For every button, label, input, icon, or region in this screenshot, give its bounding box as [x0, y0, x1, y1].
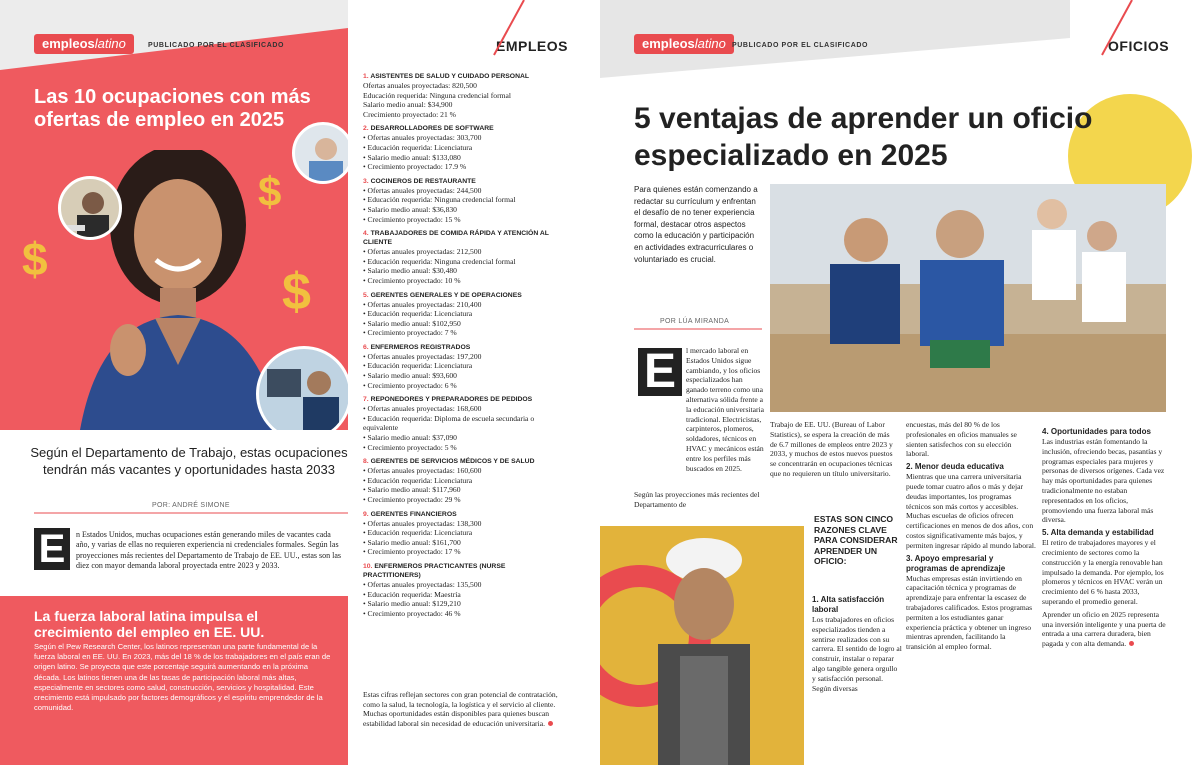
occupation-detail: • Salario medio anual: $37,090 — [363, 433, 457, 443]
article-conclusion: Aprender un oficio en 2025 representa una inversión inteligente y una puerta de entrada a una carrera duradera, bien pagada y con alta demanda. — [1042, 609, 1166, 649]
dollar-icon: $ — [282, 263, 311, 321]
occupation-title: 4. TRABAJADORES DE COMIDA RÁPIDA Y ATENCIÓN AL CLIENTE — [363, 230, 549, 247]
occupation-detail: • Salario medio anual: $133,080 — [363, 152, 461, 162]
lead-paragraph: Para quienes están comenzando a redactar su currículum y enfrentan el desafío de no tener experiencia formal, destacar otros aspectos como la educación y participación en actividades extracurriculares o voluntariado es crucial. — [634, 185, 758, 264]
occupation-detail: • Ofertas anuales proyectadas: 160,600 — [363, 466, 482, 476]
nurse-photo — [292, 122, 348, 184]
drop-cap: E — [638, 348, 682, 396]
workshop-photo — [770, 184, 1166, 412]
occupation-title: 1. ASISTENTES DE SALUD Y CUIDADO PERSONAL — [363, 73, 530, 80]
reason-2-title: 2. Menor deuda educativa — [906, 462, 1004, 472]
occupation-detail: • Crecimiento proyectado: 17 % — [363, 547, 461, 557]
occupation-detail: • Crecimiento proyectado: 7 % — [363, 328, 457, 338]
reason-3-title: 3. Apoyo empresarial y programas de aprendizaje — [906, 553, 1006, 573]
occupation-detail: • Educación requerida: Diploma de escuela secundaria o equivalente — [363, 413, 535, 433]
occupation-detail: • Educación requerida: Licenciatura — [363, 528, 473, 538]
section-label: OFICIOS — [1108, 38, 1170, 54]
occupation-title: 8. GERENTES DE SERVICIOS MÉDICOS Y DE SALUD — [363, 458, 535, 466]
occupation-title: 7. REPONEDORES Y PREPARADORES DE PEDIDOS — [363, 396, 533, 404]
occupation-detail: • Crecimiento proyectado: 15 % — [363, 214, 461, 224]
article-column-4 — [1042, 424, 1168, 652]
hero-panel — [0, 0, 348, 430]
occupation-item — [363, 343, 563, 390]
article-title: 5 ventajas de aprender un oficio especializado en 2025 — [634, 102, 1093, 172]
page-subtitle: Según el Departamento de Trabajo, estas ocupaciones tendrán más vacantes y oportunidades hasta 2033 — [30, 445, 348, 477]
software-developer-photo — [256, 346, 348, 430]
occupation-detail: • Salario medio anual: $161,700 — [363, 537, 461, 547]
occupation-detail: • Educación requerida: Maestría — [363, 589, 461, 599]
occupation-item — [363, 457, 563, 504]
occupation-detail: Ofertas anuales proyectadas: 820,500 — [363, 81, 477, 90]
article-column-2: Trabajo de EE. UU. (Bureau of Labor Statistics), se espera la creación de más de 6.7 millones de empleos entre 2023 y 2033, y muchos de estos nuevos puestos se concentrarán en ocupaciones técnicas que no requieren un título universitario. — [770, 420, 893, 478]
reason-4-title: 4. Oportunidades para todos — [1042, 427, 1151, 436]
occupation-detail: • Salario medio anual: $129,210 — [363, 599, 461, 609]
occupation-title: 5. GERENTES GENERALES Y DE OPERACIONES — [363, 291, 522, 299]
occupation-title: 6. ENFERMEROS REGISTRADOS — [363, 343, 471, 351]
reasons-heading: ESTAS SON CINCO RAZONES CLAVE PARA CONSIDERAR APRENDER UN OFICIO: — [814, 514, 898, 567]
publisher-tag: PUBLICADO POR EL CLASIFICADO — [732, 42, 869, 49]
reason-1-title: 1. Alta satisfacción laboral — [812, 595, 885, 614]
occupation-detail: • Ofertas anuales proyectadas: 210,400 — [363, 299, 482, 309]
section-label: EMPLEOS — [496, 38, 568, 54]
dollar-icon: $ — [22, 233, 48, 285]
occupation-detail: • Salario medio anual: $117,960 — [363, 485, 461, 495]
page-title: Las 10 ocupaciones con más ofertas de empleo en 2025 — [34, 86, 311, 131]
occupation-detail: • Ofertas anuales proyectadas: 138,300 — [363, 518, 482, 528]
decorative-slash — [474, 0, 544, 60]
byline: POR: ANDRÉ SIMONE — [152, 502, 230, 509]
occupation-detail: Crecimiento proyectado: 21 % — [363, 109, 456, 119]
occupation-detail: Educación requerida: Ninguna credencial formal — [363, 90, 512, 100]
occupation-detail: • Educación requerida: Licenciatura — [363, 475, 473, 485]
occupation-detail: • Crecimiento proyectado: 5 % — [363, 442, 457, 452]
occupation-detail: • Crecimiento proyectado: 29 % — [363, 495, 461, 504]
reason-5-title: 5. Alta demanda y estabilidad — [1042, 528, 1154, 538]
occupation-item — [363, 395, 563, 452]
occupation-detail: • Ofertas anuales proyectadas: 135,500 — [363, 579, 482, 589]
reason-1-body: Los trabajadores en oficios especializados tienden a sentirse realizados con su carrera. El sentido de logro al construir, instalar o reparar algo tangible genera orgullo y satisfacción personal. Según diversas — [812, 615, 902, 693]
article-column-1b: Según las proyecciones más recientes del Departamento de — [634, 490, 760, 509]
occupation-detail: • Educación requerida: Ninguna credencial formal — [363, 256, 516, 266]
end-mark-icon — [548, 721, 553, 726]
occupation-detail: • Salario medio anual: $30,480 — [363, 266, 457, 276]
article-column-1a: l mercado laboral en Estados Unidos sigue cambiando, y los oficios especializados han ganado terreno como una alternativa sólida frente a la educación universitaria tradicional. Electricistas, carpinteros, plomeros, soldadores, técnicos en HVAC y mecánicos están entre los perfiles más buscados en 2025. — [686, 346, 765, 473]
drop-cap: E — [34, 528, 70, 570]
occupation-title: 2. DESARROLLADORES DE SOFTWARE — [363, 125, 494, 133]
occupation-detail: • Salario medio anual: $93,600 — [363, 371, 457, 381]
occupation-list — [363, 72, 563, 623]
occupation-item — [363, 291, 563, 338]
occupation-detail: • Educación requerida: Licenciatura — [363, 361, 473, 371]
dollar-icon: $ — [258, 168, 282, 215]
divider — [34, 512, 348, 514]
occupation-item — [363, 177, 563, 224]
occupation-item — [363, 72, 563, 119]
byline: POR LÚA MIRANDA — [660, 318, 730, 325]
publication-logo: empleoslatino — [34, 34, 134, 54]
reason-1-continued: encuestas, más del 80 % de los profesionales en oficios manuales se sienten satisfechos con su elección laboral. — [906, 420, 1017, 459]
reason-2-body: Mientras que una carrera universitaria puede tomar cuatro años o más y dejar deudas importantes, los programas técnicos son más cortos y accesibles. Muchas escuelas de oficios ofrecen certificaciones en menos de dos años, con costos significativamente más bajos, y permiten ingresar rápido al mundo laboral. — [906, 472, 1036, 550]
reason-4-body: Las industrias están fomentando la inclusión, ofreciendo becas, pasantías y programas especiales para mujeres y personas de diversos orígenes. Cada vez hay más oportunidades para quienes tradicionalmente no estaban representados en los oficios, promoviendo una fuerza laboral más diversa. — [1042, 437, 1165, 525]
occupation-detail: • Ofertas anuales proyectadas: 303,700 — [363, 133, 482, 143]
occupation-title: 3. COCINEROS DE RESTAURANTE — [363, 177, 476, 185]
occupation-detail: • Educación requerida: Licenciatura — [363, 142, 473, 152]
reason-1 — [812, 592, 902, 696]
occupation-detail: • Ofertas anuales proyectadas: 197,200 — [363, 351, 482, 361]
intro-paragraph: n Estados Unidos, muchas ocupaciones están generando miles de vacantes cada año, y varias de ellas no requieren experiencia ni credenciales formales. Según las proyecciones más recientes del Departamento de Trabajo de EE. UU., estas son las diez con mayor demanda laboral proyectada entre 2023 y 2033. — [76, 530, 342, 571]
band-body: Según el Pew Research Center, los latinos representan una parte fundamental de la fuerza laboral en EE. UU. En 2023, más del 18 % de los trabajadores en el país eran de origen latino. Se proyecta que este porcentaje seguirá aumentando en la próxima década. Los latinos tienen una de las tasas de participación laboral más altas, especialmente en sectores como salud, construcción, servicios y hospitalidad. Este crecimiento está impulsado por factores demográficos y el espíritu emprendedor de la comunidad. — [34, 642, 331, 713]
occupation-title: 10. ENFERMEROS PRACTICANTES (NURSE PRACTITIONERS) — [363, 562, 506, 579]
occupation-title: 9. GERENTES FINANCIEROS — [363, 510, 457, 518]
occupation-detail: • Ofertas anuales proyectadas: 168,600 — [363, 404, 482, 414]
reason-3-body: Muchas empresas están invirtiendo en capacitación técnica y programas de aprendizaje para enfrentar la escasez de trabajadores calificados. Estos programas permiten a los estudiantes ganar experiencia práctica y obtener un ingreso mientras aprenden, facilitando la transición al empleo formal. — [906, 573, 1033, 652]
occupation-detail: Salario medio anual: $34,900 — [363, 100, 453, 110]
closing-paragraph: Estas cifras reflejan sectores con gran potencial de contratación, como la salud, la tecnología, la logística y el servicio al cliente. Muchas oportunidades están disponibles para quienes buscan estabilidad laboral sin necesidad de educación universitaria. — [363, 690, 558, 728]
divider — [634, 328, 762, 330]
construction-worker-photo — [600, 526, 804, 765]
right-page — [600, 0, 1200, 765]
occupation-detail: • Salario medio anual: $102,950 — [363, 318, 461, 328]
occupation-detail: • Crecimiento proyectado: 6 % — [363, 380, 457, 390]
occupation-detail: • Crecimiento proyectado: 46 % — [363, 608, 461, 618]
end-mark-icon — [1129, 641, 1134, 646]
occupation-item — [363, 562, 563, 618]
cook-photo — [58, 176, 122, 240]
occupation-detail: • Educación requerida: Licenciatura — [363, 309, 473, 319]
occupation-item — [363, 124, 563, 171]
occupation-item — [363, 510, 563, 557]
occupation-detail: • Ofertas anuales proyectadas: 244,500 — [363, 185, 482, 195]
article-column-3 — [906, 420, 1036, 655]
reason-5-body: El retiro de trabajadores mayores y el crecimiento de sectores como la construcción y la energía renovable han impulsado la demanda. Por ejemplo, los plomeros y técnicos en HVAC verán un crecimiento del 6 % hasta 2033, superando el promedio general. — [1042, 538, 1164, 606]
occupation-detail: • Crecimiento proyectado: 17.9 % — [363, 162, 467, 172]
occupation-detail: • Salario medio anual: $36,830 — [363, 204, 457, 214]
publisher-tag: PUBLICADO POR EL CLASIFICADO — [148, 42, 285, 49]
band-title: La fuerza laboral latina impulsa el crecimiento del empleo en EE. UU. — [34, 608, 265, 640]
occupation-item — [363, 229, 563, 285]
occupation-detail: • Educación requerida: Ninguna credencial formal — [363, 195, 516, 205]
occupation-detail: • Ofertas anuales proyectadas: 212,500 — [363, 247, 482, 257]
publication-logo: empleoslatino — [634, 34, 734, 54]
occupation-detail: • Crecimiento proyectado: 10 % — [363, 275, 461, 285]
